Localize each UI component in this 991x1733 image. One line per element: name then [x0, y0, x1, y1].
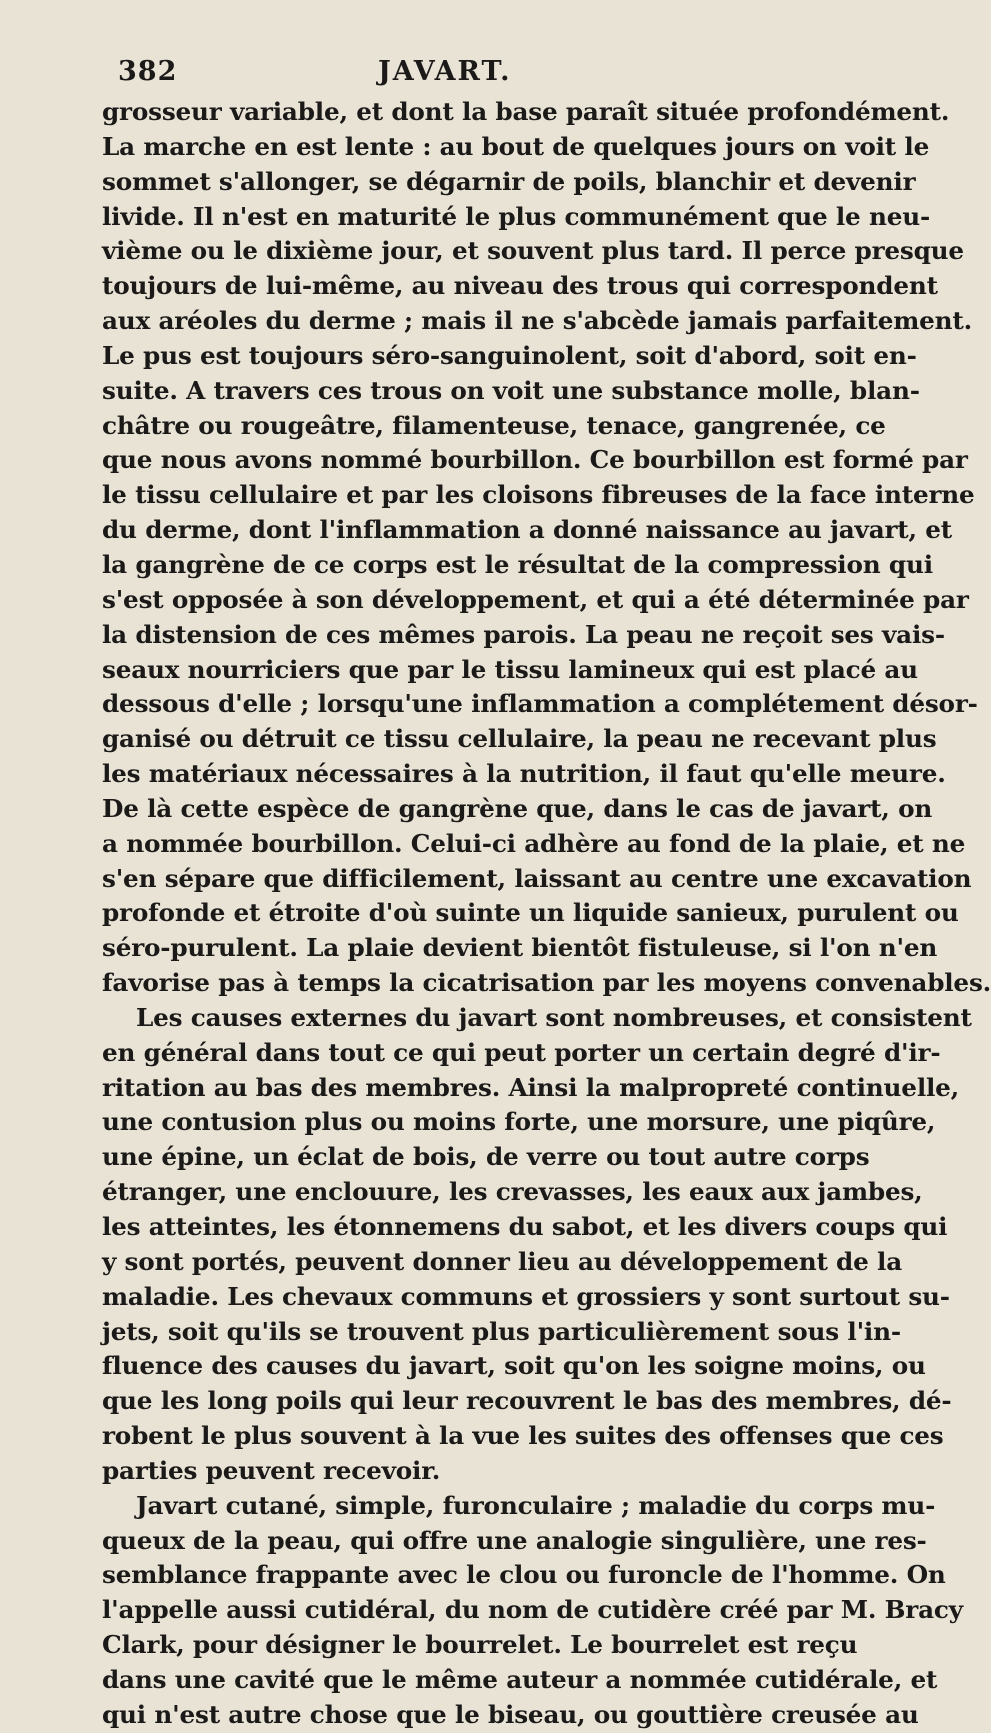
text-line: fluence des causes du javart, soit qu'on les soigne moins, ou — [102, 1351, 926, 1381]
page-number: 382 — [118, 56, 178, 87]
text-line: aux aréoles du derme ; mais il ne s'abcède jamais parfaitement. — [102, 306, 973, 336]
text-line: maladie. Les chevaux communs et grossiers y sont surtout su- — [102, 1281, 950, 1311]
text-line: profonde et étroite d'où suinte un liquide sanieux, purulent ou — [102, 898, 959, 928]
text-line: seaux nourriciers que par le tissu lamineux qui est placé au — [102, 654, 918, 684]
text-line: a nommée bourbillon. Celui-ci adhère au fond de la plaie, et ne — [102, 828, 966, 858]
text-line: toujours de lui-même, au niveau des trous qui correspondent — [102, 271, 938, 301]
text-line: queux de la peau, qui offre une analogie singulière, une res- — [102, 1525, 927, 1555]
text-line: en général dans tout ce qui peut porter un certain degré d'ir- — [102, 1037, 941, 1067]
text-line: y sont portés, peuvent donner lieu au développement de la — [102, 1246, 902, 1276]
text-line: Les causes externes du javart sont nombreuses, et consistent — [136, 1002, 972, 1032]
text-line: Le pus est toujours séro-sanguinolent, soit d'abord, soit en- — [102, 340, 917, 370]
text-line: ganisé ou détruit ce tissu cellulaire, la peau ne recevant plus — [102, 724, 937, 754]
text-line: une contusion plus ou moins forte, une morsure, une piqûre, — [102, 1107, 936, 1137]
text-line: s'en sépare que difficilement, laissant au centre une excavation — [102, 863, 972, 893]
text-line: parties peuvent recevoir. — [102, 1455, 441, 1485]
text-line: étranger, une enclouure, les crevasses, les eaux aux jambes, — [102, 1177, 923, 1207]
text-line: semblance frappante avec le clou ou furoncle de l'homme. On — [102, 1560, 946, 1590]
text-line: séro-purulent. La plaie devient bientôt fistuleuse, si l'on n'en — [102, 933, 938, 963]
text-line: suite. A travers ces trous on voit une substance molle, blan- — [102, 375, 920, 405]
text-line: la distension de ces mêmes parois. La peau ne reçoit ses vais- — [102, 619, 945, 649]
text-line: s'est opposée à son développement, et qui a été déterminée par — [102, 584, 969, 614]
page-header — [0, 56, 800, 100]
text-line: la gangrène de ce corps est le résultat de la compression qui — [102, 549, 933, 579]
text-line: qui n'est autre chose que le biseau, ou gouttière creusée au — [102, 1699, 919, 1729]
body-text — [102, 95, 991, 1733]
text-line: les matériaux nécessaires à la nutrition, il faut qu'elle meure. — [102, 759, 946, 789]
text-line: sommet s'allonger, se dégarnir de poils, blanchir et devenir — [102, 166, 916, 196]
text-line: dessous d'elle ; lorsqu'une inflammation a complétement désor- — [102, 689, 978, 719]
text-line: De là cette espèce de gangrène que, dans le cas de javart, on — [102, 793, 933, 823]
text-line: La marche en est lente : au bout de quelques jours on voit le — [102, 131, 930, 161]
text-line: que les long poils qui leur recouvrent le bas des membres, dé- — [102, 1386, 952, 1416]
text-line: du derme, dont l'inflammation a donné naissance au javart, et — [102, 515, 953, 545]
text-line: livide. Il n'est en maturité le plus communément que le neu- — [102, 201, 931, 231]
text-line: jets, soit qu'ils se trouvent plus particulièrement sous l'in- — [102, 1316, 901, 1346]
text-line: vième ou le dixième jour, et souvent plus tard. Il perce presque — [102, 236, 964, 266]
text-line: Javart cutané, simple, furonculaire ; maladie du corps mu- — [136, 1490, 936, 1520]
text-line: robent le plus souvent à la vue les suites des offenses que ces — [102, 1421, 944, 1451]
text-line: grosseur variable, et dont la base paraît située profondément. — [102, 97, 950, 126]
text-line: les atteintes, les étonnemens du sabot, et les divers coups qui — [102, 1212, 948, 1241]
text-line: une épine, un éclat de bois, de verre ou tout autre corps — [102, 1142, 870, 1172]
text-line: châtre ou rougeâtre, filamenteuse, tenace, gangrenée, ce — [102, 410, 886, 440]
text-line: Clark, pour désigner le bourrelet. Le bourrelet est reçu — [102, 1630, 858, 1660]
text-line: ritation au bas des membres. Ainsi la malpropreté continuelle, — [102, 1072, 960, 1102]
running-title: JAVART. — [378, 56, 512, 87]
text-line: que nous avons nommé bourbillon. Ce bourbillon est formé par — [102, 445, 968, 475]
text-line: l'appelle aussi cutidéral, du nom de cutidère créé par M. Bracy — [102, 1595, 963, 1625]
text-line: dans une cavité que le même auteur a nommée cutidérale, et — [102, 1664, 938, 1694]
text-line: le tissu cellulaire et par les cloisons fibreuses de la face interne — [102, 480, 975, 510]
text-line: favorise pas à temps la cicatrisation par les moyens convenables. — [102, 968, 991, 998]
